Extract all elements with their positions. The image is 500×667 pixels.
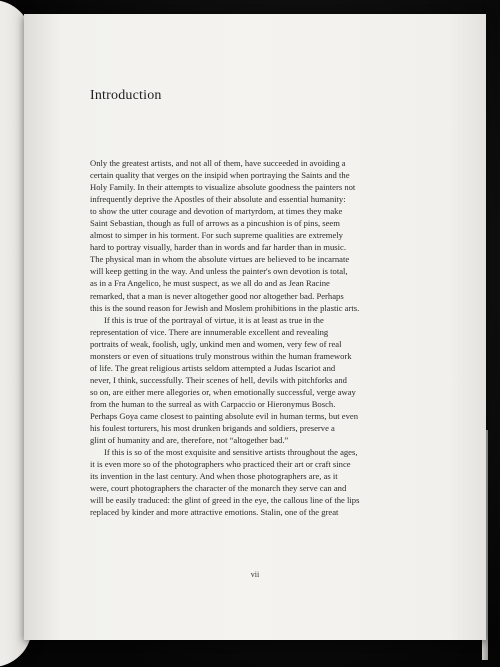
text-line: to show the utter courage and devotion of martyrdom, at times they make	[90, 206, 343, 217]
text-line: certain quality that verges on the insipid when portraying the Saints and the	[90, 170, 350, 181]
text-line: remarked, that a man is never altogether good nor altogether bad. Perhaps	[90, 290, 344, 301]
chapter-title: Introduction	[90, 88, 162, 103]
text-line: Only the greatest artists, and not all of them, have succeeded in avoiding a	[90, 158, 346, 168]
paragraph-first-line: If this is so of the most exquisite and sensitive artists throughout the ages,	[104, 447, 358, 458]
text-line: it is even more so of the photographers who practiced their art or craft since	[90, 459, 351, 470]
text-line: never, I think, successfully. Their scenes of hell, devils with pitchforks and	[90, 374, 347, 385]
text-line: this is the sound reason for Jewish and Moslem prohibitions in the plastic arts.	[90, 302, 360, 313]
book-page	[24, 14, 486, 640]
text-line: as in a Fra Angelico, he must suspect, as we all do and as Jean Racine	[90, 278, 330, 289]
text-line: monsters or even of situations truly monstrous within the human framework	[90, 350, 352, 361]
text-line: of life. The great religious artists seldom attempted a Judas Iscariot and	[90, 362, 336, 373]
text-line: almost to simper in his torment. For such supreme qualities are extremely	[90, 230, 343, 241]
text-line: replaced by kinder and more attractive emotions. Stalin, one of the great	[90, 507, 339, 518]
text-line: Saint Sebastian, though as full of arrows as a pincushion is of pins, seem	[90, 218, 340, 229]
text-line: The physical man in whom the absolute virtues are believed to be incarnate	[90, 254, 350, 265]
text-line: from the human to the surreal as with Carpaccio or Hieronymus Bosch.	[90, 398, 336, 409]
text-line: were, court photographers the character of the monarch they serve can and	[90, 483, 347, 494]
body-text	[90, 157, 420, 518]
text-line: will be easily traduced: the glint of greed in the eye, the callous line of the lips	[90, 495, 360, 506]
text-line: representation of vice. There are innumerable excellent and revealing	[90, 326, 329, 337]
text-line: Holy Family. In their attempts to visualize absolute goodness the painters not	[90, 182, 356, 193]
text-line: infrequently deprive the Apostles of their absolute and essential humanity:	[90, 194, 346, 205]
paragraph-first-line: If this is true of the portrayal of virtue, it is at least as true in the	[104, 314, 324, 325]
text-line: portraits of weak, foolish, ugly, unkind men and women, very few of real	[90, 338, 342, 349]
text-line: will keep getting in the way. And unless the painter's own devotion is total,	[90, 266, 348, 277]
text-line: so on, are either mere allegories or, when emotionally successful, verge away	[90, 386, 356, 397]
text-line: its invention in the last century. And when those photographers are, as it	[90, 471, 338, 482]
text-line: hard to portray visually, harder than in words and far harder than in music.	[90, 242, 346, 253]
text-line: glint of humanity and are, therefore, not “altogether bad.”	[90, 435, 289, 446]
text-line: his foulest torturers, his most drunken brigands and soldiers, preserve a	[90, 423, 335, 434]
page-number: vii	[250, 570, 260, 579]
text-line: Perhaps Goya came closest to painting absolute evil in human terms, but even	[90, 410, 359, 421]
